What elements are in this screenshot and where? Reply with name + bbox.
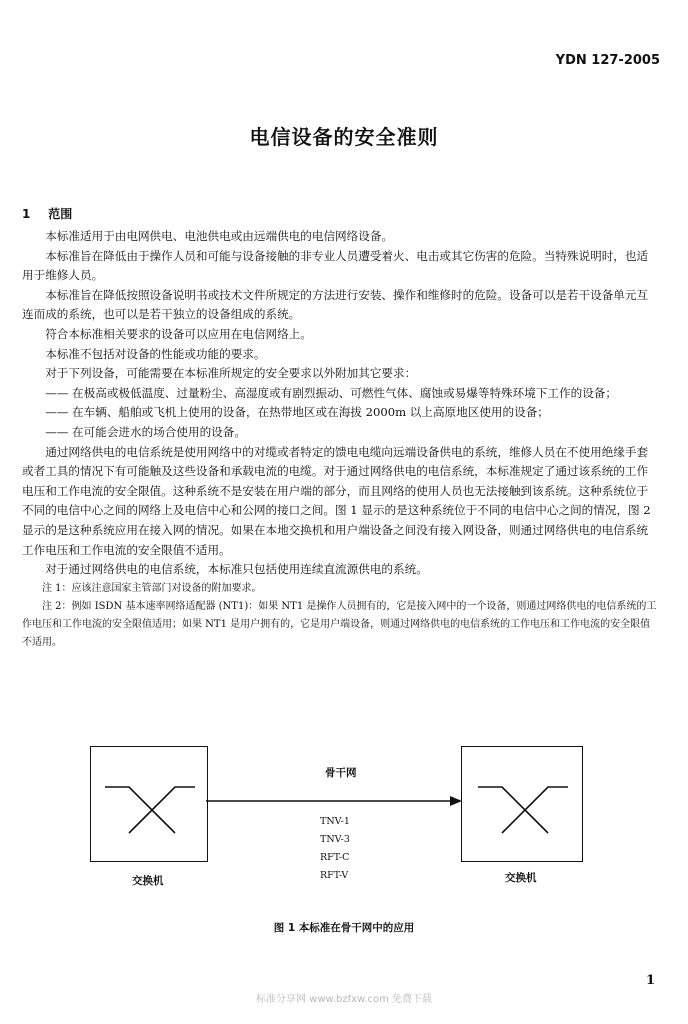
paragraph: 符合本标准相关要求的设备可以应用在电信网络上。 xyxy=(45,326,312,341)
backbone-label: 骨干网 xyxy=(325,767,357,779)
body-text xyxy=(22,227,658,652)
exchange-symbol-icon xyxy=(91,747,207,861)
paragraph: 对于通过网络供电的电信系统，本标准只包括使用连续直流源供电的系统。 xyxy=(45,562,428,577)
signal-label: TNV-1 xyxy=(320,816,350,827)
page-title: 电信设备的安全准则 xyxy=(249,125,439,149)
exchange-symbol-icon xyxy=(462,747,582,861)
section-heading xyxy=(22,205,72,222)
figure-caption: 图 1 本标准在骨干网中的应用 xyxy=(273,922,415,934)
document-number: YDN 127-2005 xyxy=(555,53,660,68)
note: 注 1：应该注意国家主管部门对设备的附加要求。 xyxy=(42,582,262,594)
paragraph: 通过网络供电的电信系统是使用网络中的对缆或者特定的馈电电缆向远端设备供电的系统，维修人员在不使用绝缘手套或者工具的情况下有可能触及这些设备和承载电流的电缆。对于通过网络供电的电信系统，本标准规定了通过该系统的工作电压和工作电流的安全限值。这种系统不是安装在用户端的部分，而且网络的使用人员也无法接触到该系统。这种系统位于不同的电信中心之间的网络上及电信中心和公网的接口之间。图 1 显示的是这种系统位于不同的电信中心之间的情况，图 2 显示的是这种系统应用在接入网的情况。如果在本地交换机和用户端设备之间没有接入网设备，则通过网络供电的电信系统工作电压和工作电流的安全限值不适用。 xyxy=(22,444,651,557)
list-item: —— 在极高或极低温度、过量粉尘、高湿度或有剧烈振动、可燃性气体、腐蚀或易爆等特殊环境下工作的设备； xyxy=(45,385,617,400)
list-item: —— 在可能会进水的场合使用的设备。 xyxy=(45,424,246,439)
exchange-label-right: 交换机 xyxy=(505,872,537,884)
paragraph: 本标准旨在降低由于操作人员和可能与设备接触的非专业人员遭受着火、电击或其它伤害的危险。当特殊说明时，也适用于维修人员。 xyxy=(22,248,649,283)
paragraph: 本标准适用于由电网供电、电池供电或由远端供电的电信网络设备。 xyxy=(45,229,394,243)
signal-label: RFT-C xyxy=(320,852,350,863)
arrow-head-icon xyxy=(450,796,462,806)
section-title: 范围 xyxy=(48,207,73,221)
footer-watermark: 标准分享网 www.bzfxw.com 免费下载 xyxy=(256,994,432,1005)
section-number: 1 xyxy=(22,207,31,221)
list-item: —— 在车辆、船舶或飞机上使用的设备，在热带地区或在海拔 2000m 以上高原地区使用的设备； xyxy=(45,405,549,420)
paragraph: 本标准不包括对设备的性能或功能的要求。 xyxy=(45,346,266,361)
page-number: 1 xyxy=(646,973,656,988)
backbone-link xyxy=(206,795,462,807)
exchange-box-left xyxy=(90,746,208,862)
paragraph: 本标准旨在降低按照设备说明书或技术文件所规定的方法进行安装、操作和维修时的危险。设备可以是若干设备单元互连而成的系统，也可以是若干独立的设备组成的系统。 xyxy=(22,287,649,322)
paragraph: 对于下列设备，可能需要在本标准所规定的安全要求以外附加其它要求： xyxy=(45,366,417,381)
note: 注 2：例如 ISDN 基本速率网络适配器 (NT1)：如果 NT1 是操作人员拥有的，它是接入网中的一个设备，则通过网络供电的电信系统的工作电压和工作电流的安全限值适用；如果 NT1 是用户拥有的，它是用户端设备，则通过网络供电的电信系统的工作电压和工作电流的安全限值不适用。 xyxy=(22,600,657,648)
signal-label: TNV-3 xyxy=(320,834,350,845)
signal-label: RFT-V xyxy=(320,870,349,881)
exchange-label-left: 交换机 xyxy=(132,875,164,887)
exchange-box-right xyxy=(461,746,583,862)
